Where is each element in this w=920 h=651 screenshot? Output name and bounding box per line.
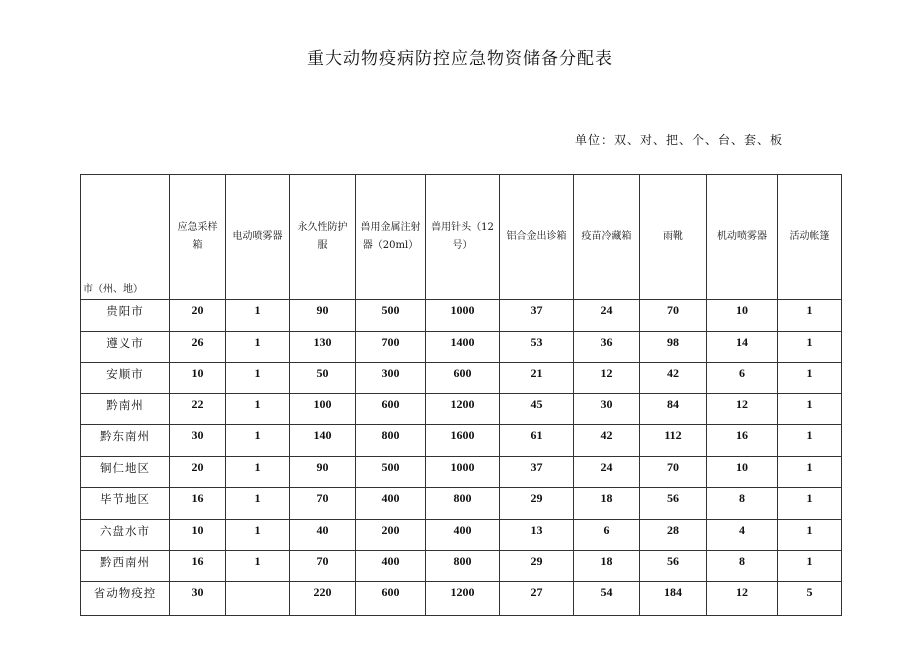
value-cell: 30 (574, 394, 640, 425)
value-cell: 40 (290, 520, 356, 551)
value-cell: 10 (170, 520, 226, 551)
value-cell: 1000 (426, 457, 500, 488)
value-cell: 1 (778, 551, 842, 582)
value-cell: 1 (778, 457, 842, 488)
value-cell: 400 (426, 520, 500, 551)
table-header-row (81, 175, 842, 300)
value-cell: 1 (226, 488, 290, 520)
value-cell: 18 (574, 488, 640, 520)
allocation-table (80, 174, 842, 616)
table-row (81, 457, 842, 488)
value-cell: 1200 (426, 394, 500, 425)
table-row (81, 300, 842, 332)
value-cell: 90 (290, 457, 356, 488)
value-cell: 70 (290, 488, 356, 520)
value-cell: 400 (356, 488, 426, 520)
value-cell: 61 (500, 425, 574, 457)
region-cell: 六盘水市 (81, 520, 170, 551)
value-cell: 8 (707, 551, 778, 582)
value-cell: 30 (170, 425, 226, 457)
value-cell: 56 (640, 488, 707, 520)
column-header: 兽用金属注射器（20ml） (356, 175, 426, 300)
table-row (81, 394, 842, 425)
value-cell: 6 (574, 520, 640, 551)
table-body (81, 300, 842, 616)
value-cell: 26 (170, 332, 226, 363)
value-cell: 400 (356, 551, 426, 582)
value-cell: 29 (500, 551, 574, 582)
page-title: 重大动物疫病防控应急物资储备分配表 (307, 49, 613, 69)
region-cell: 安顺市 (81, 363, 170, 394)
value-cell: 1 (778, 425, 842, 457)
value-cell: 140 (290, 425, 356, 457)
value-cell: 1600 (426, 425, 500, 457)
value-cell: 37 (500, 300, 574, 332)
value-cell: 1 (226, 457, 290, 488)
value-cell: 1 (778, 394, 842, 425)
value-cell: 12 (574, 363, 640, 394)
value-cell: 8 (707, 488, 778, 520)
region-cell: 遵义市 (81, 332, 170, 363)
value-cell: 1 (778, 488, 842, 520)
value-cell: 6 (707, 363, 778, 394)
value-cell: 16 (707, 425, 778, 457)
value-cell: 700 (356, 332, 426, 363)
value-cell: 90 (290, 300, 356, 332)
value-cell: 98 (640, 332, 707, 363)
column-header: 机动喷雾器 (707, 175, 778, 300)
value-cell: 22 (170, 394, 226, 425)
value-cell: 1 (226, 394, 290, 425)
value-cell: 20 (170, 300, 226, 332)
value-cell: 50 (290, 363, 356, 394)
value-cell: 1200 (426, 582, 500, 616)
value-cell: 12 (707, 394, 778, 425)
value-cell: 1 (226, 425, 290, 457)
region-cell: 黔东南州 (81, 425, 170, 457)
column-header: 雨靴 (640, 175, 707, 300)
column-header: 永久性防护服 (290, 175, 356, 300)
value-cell: 56 (640, 551, 707, 582)
value-cell: 1 (778, 332, 842, 363)
value-cell: 800 (426, 551, 500, 582)
value-cell: 24 (574, 300, 640, 332)
value-cell: 21 (500, 363, 574, 394)
region-cell: 黔西南州 (81, 551, 170, 582)
value-cell: 1 (226, 332, 290, 363)
table-row (81, 582, 842, 616)
column-header: 铝合金出诊箱 (500, 175, 574, 300)
value-cell: 500 (356, 457, 426, 488)
value-cell: 300 (356, 363, 426, 394)
value-cell: 42 (574, 425, 640, 457)
value-cell: 1400 (426, 332, 500, 363)
value-cell: 29 (500, 488, 574, 520)
column-header: 电动喷雾器 (226, 175, 290, 300)
table-row (81, 520, 842, 551)
value-cell: 13 (500, 520, 574, 551)
value-cell: 10 (707, 300, 778, 332)
value-cell: 10 (707, 457, 778, 488)
value-cell: 16 (170, 551, 226, 582)
value-cell: 130 (290, 332, 356, 363)
value-cell: 1 (226, 551, 290, 582)
table-row (81, 425, 842, 457)
value-cell: 42 (640, 363, 707, 394)
value-cell: 1 (226, 363, 290, 394)
table-row (81, 332, 842, 363)
value-cell: 1 (778, 300, 842, 332)
column-header: 活动帐篷 (778, 175, 842, 300)
value-cell: 84 (640, 394, 707, 425)
value-cell: 1 (778, 363, 842, 394)
region-cell: 铜仁地区 (81, 457, 170, 488)
value-cell: 200 (356, 520, 426, 551)
value-cell: 70 (640, 300, 707, 332)
value-cell: 53 (500, 332, 574, 363)
column-header: 应急采样箱 (170, 175, 226, 300)
value-cell: 24 (574, 457, 640, 488)
value-cell: 14 (707, 332, 778, 363)
value-cell: 100 (290, 394, 356, 425)
region-cell: 省动物疫控 (81, 582, 170, 616)
value-cell: 600 (356, 394, 426, 425)
value-cell: 27 (500, 582, 574, 616)
value-cell: 500 (356, 300, 426, 332)
value-cell: 30 (170, 582, 226, 616)
value-cell: 16 (170, 488, 226, 520)
value-cell: 1 (778, 520, 842, 551)
value-cell: 18 (574, 551, 640, 582)
value-cell: 28 (640, 520, 707, 551)
value-cell: 112 (640, 425, 707, 457)
column-header: 疫苗冷藏箱 (574, 175, 640, 300)
value-cell: 5 (778, 582, 842, 616)
value-cell: 1 (226, 300, 290, 332)
value-cell: 70 (640, 457, 707, 488)
value-cell: 1 (226, 520, 290, 551)
region-cell: 黔南州 (81, 394, 170, 425)
value-cell: 184 (640, 582, 707, 616)
value-cell: 45 (500, 394, 574, 425)
value-cell: 36 (574, 332, 640, 363)
value-cell: 800 (356, 425, 426, 457)
table-row (81, 488, 842, 520)
column-header: 兽用针头（12号） (426, 175, 500, 300)
value-cell: 600 (426, 363, 500, 394)
value-cell: 20 (170, 457, 226, 488)
value-cell: 800 (426, 488, 500, 520)
region-column-header: 市（州、地） (81, 175, 170, 300)
value-cell: 70 (290, 551, 356, 582)
unit-note: 单位：双、对、把、个、台、套、板 (575, 133, 784, 147)
region-cell: 毕节地区 (81, 488, 170, 520)
value-cell (226, 582, 290, 616)
table-row (81, 363, 842, 394)
value-cell: 1000 (426, 300, 500, 332)
region-cell: 贵阳市 (81, 300, 170, 332)
table-row (81, 551, 842, 582)
value-cell: 37 (500, 457, 574, 488)
value-cell: 220 (290, 582, 356, 616)
value-cell: 10 (170, 363, 226, 394)
value-cell: 54 (574, 582, 640, 616)
value-cell: 12 (707, 582, 778, 616)
value-cell: 600 (356, 582, 426, 616)
value-cell: 4 (707, 520, 778, 551)
